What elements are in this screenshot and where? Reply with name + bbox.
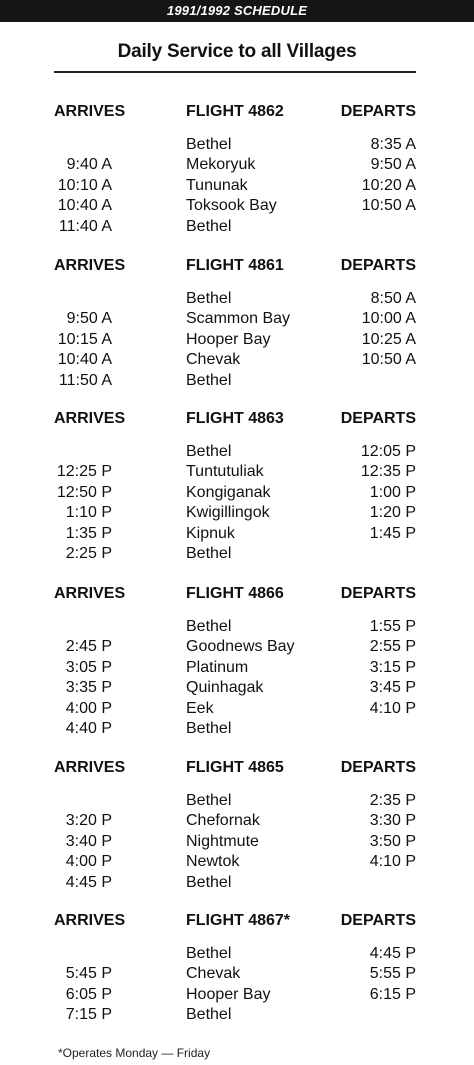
village-name: Tuntutuliak [186, 463, 264, 481]
arrives-column-label: ARRIVES [54, 585, 126, 602]
arrival-time: 7:15 P [65, 1006, 112, 1024]
flight-header-row [0, 910, 474, 944]
arrival-time: 11:40 A [58, 217, 112, 235]
stop-row [0, 873, 474, 893]
stop-row [0, 135, 474, 155]
stop-row [0, 176, 474, 196]
arrival-time: 9:50 A [66, 310, 112, 328]
departure-time: 9:50 A [370, 156, 416, 174]
village-name: Bethel [186, 217, 232, 235]
village-name: Bethel [186, 1006, 232, 1024]
village-name: Bethel [186, 443, 232, 460]
village-name: Kongiganak [186, 483, 271, 501]
departs-column-label: DEPARTS [340, 103, 416, 120]
village-name: Bethel [186, 544, 232, 562]
arrival-time: 4:00 P [65, 699, 112, 717]
village-name: Hooper Bay [186, 330, 271, 348]
departure-time: 10:50 A [361, 197, 416, 215]
flight-number: FLIGHT 4867* [186, 912, 291, 929]
arrival-time: 3:20 P [65, 812, 112, 830]
departure-time: 3:30 P [369, 812, 416, 830]
arrival-time: 6:05 P [65, 985, 112, 1003]
flight-header-row [0, 757, 474, 791]
village-name: Toksook Bay [186, 197, 277, 215]
arrival-time: 11:50 A [58, 371, 112, 389]
footnote: *Operates Monday — Friday [58, 1046, 211, 1060]
departs-column-label: DEPARTS [340, 759, 416, 776]
departure-time: 4:10 P [369, 699, 416, 717]
departs-column-label: DEPARTS [340, 912, 416, 929]
departure-time: 12:35 P [360, 463, 416, 481]
village-name: Platinum [186, 658, 249, 676]
stop-row [0, 637, 474, 657]
arrival-time: 4:00 P [65, 853, 112, 871]
flight-section [0, 408, 474, 564]
departure-time: 8:50 A [370, 290, 416, 307]
departure-time: 3:45 P [369, 679, 416, 697]
village-name: Bethel [186, 371, 232, 389]
village-name: Bethel [186, 873, 232, 891]
departure-time: 8:35 A [370, 136, 416, 153]
departure-time: 2:55 P [369, 638, 416, 656]
departure-time: 1:20 P [369, 504, 416, 522]
flight-number: FLIGHT 4865 [186, 759, 284, 776]
village-name: Scammon Bay [186, 310, 291, 328]
flight-header-row [0, 583, 474, 617]
village-name: Chevak [186, 351, 241, 369]
departure-time: 10:25 A [361, 330, 416, 348]
departure-time: 3:15 P [369, 658, 416, 676]
flight-section [0, 255, 474, 391]
stop-row [0, 852, 474, 872]
departure-time: 3:50 P [369, 832, 416, 850]
flight-section [0, 583, 474, 739]
stop-row [0, 371, 474, 391]
schedule-year-banner: 1991/1992 SCHEDULE [0, 0, 474, 22]
departure-time: 2:35 P [369, 792, 416, 809]
stop-row [0, 462, 474, 482]
departure-time: 5:55 P [369, 965, 416, 983]
departure-time: 10:50 A [361, 351, 416, 369]
village-name: Mekoryuk [186, 156, 256, 174]
flight-number: FLIGHT 4863 [186, 410, 284, 427]
village-name: Kwigillingok [186, 504, 270, 522]
village-name: Nightmute [186, 832, 259, 850]
village-name: Quinhagak [186, 679, 264, 697]
departs-column-label: DEPARTS [340, 257, 416, 274]
stop-row [0, 330, 474, 350]
stop-row [0, 442, 474, 462]
stop-row [0, 350, 474, 370]
page-title: Daily Service to all Villages [117, 41, 357, 62]
village-name: Chefornak [186, 812, 260, 830]
arrival-time: 9:40 A [66, 156, 112, 174]
flight-header-row [0, 255, 474, 289]
stop-row [0, 964, 474, 984]
village-name: Goodnews Bay [186, 638, 295, 656]
departure-time: 10:00 A [361, 310, 416, 328]
stop-row [0, 699, 474, 719]
stop-row [0, 832, 474, 852]
stop-row [0, 483, 474, 503]
village-name: Tununak [186, 176, 248, 194]
stop-row [0, 658, 474, 678]
departure-time: 10:20 A [361, 176, 416, 194]
arrival-time: 1:10 P [65, 504, 112, 522]
flight-number: FLIGHT 4866 [186, 585, 284, 602]
village-name: Bethel [186, 719, 232, 737]
arrival-time: 10:10 A [57, 176, 112, 194]
departure-time: 4:45 P [369, 945, 416, 962]
arrival-time: 3:05 P [65, 658, 112, 676]
stop-row [0, 678, 474, 698]
village-name: Kipnuk [186, 524, 235, 542]
stop-row [0, 155, 474, 175]
flight-header-row [0, 101, 474, 135]
village-name: Bethel [186, 792, 232, 809]
flight-number: FLIGHT 4861 [186, 257, 284, 274]
flight-header-row [0, 408, 474, 442]
stop-row [0, 196, 474, 216]
stop-row [0, 289, 474, 309]
departure-time: 1:00 P [369, 483, 416, 501]
arrival-time: 5:45 P [65, 965, 112, 983]
stop-row [0, 309, 474, 329]
arrival-time: 12:50 P [56, 483, 112, 501]
arrival-time: 3:40 P [65, 832, 112, 850]
departure-time: 4:10 P [369, 853, 416, 871]
arrival-time: 2:25 P [65, 544, 112, 562]
stop-row [0, 217, 474, 237]
village-name: Hooper Bay [186, 985, 271, 1003]
arrival-time: 4:45 P [65, 873, 112, 891]
stop-row [0, 985, 474, 1005]
flight-number: FLIGHT 4862 [186, 103, 284, 120]
arrives-column-label: ARRIVES [54, 759, 126, 776]
arrival-time: 4:40 P [65, 719, 112, 737]
arrival-time: 12:25 P [56, 463, 112, 481]
departs-column-label: DEPARTS [340, 585, 416, 602]
title-divider [54, 71, 416, 73]
arrival-time: 3:35 P [65, 679, 112, 697]
arrival-time: 2:45 P [65, 638, 112, 656]
stop-row [0, 617, 474, 637]
arrival-time: 10:40 A [57, 351, 112, 369]
village-name: Bethel [186, 618, 232, 635]
stop-row [0, 791, 474, 811]
stop-row [0, 1005, 474, 1025]
village-name: Chevak [186, 965, 241, 983]
departure-time: 1:55 P [369, 618, 416, 635]
village-name: Newtok [186, 853, 240, 871]
arrives-column-label: ARRIVES [54, 103, 126, 120]
arrives-column-label: ARRIVES [54, 257, 126, 274]
arrival-time: 10:15 A [57, 330, 112, 348]
arrival-time: 1:35 P [65, 524, 112, 542]
flight-section [0, 757, 474, 893]
stop-row [0, 944, 474, 964]
arrival-time: 10:40 A [57, 197, 112, 215]
arrives-column-label: ARRIVES [54, 912, 126, 929]
village-name: Bethel [186, 290, 232, 307]
departure-time: 6:15 P [369, 985, 416, 1003]
arrives-column-label: ARRIVES [54, 410, 126, 427]
stop-row [0, 811, 474, 831]
stop-row [0, 503, 474, 523]
village-name: Eek [186, 699, 214, 717]
village-name: Bethel [186, 945, 232, 962]
departure-time: 1:45 P [369, 524, 416, 542]
flight-section [0, 910, 474, 1026]
departure-time: 12:05 P [360, 443, 416, 460]
stop-row [0, 544, 474, 564]
stop-row [0, 719, 474, 739]
flight-section [0, 101, 474, 237]
village-name: Bethel [186, 136, 232, 153]
stop-row [0, 524, 474, 544]
departs-column-label: DEPARTS [340, 410, 416, 427]
